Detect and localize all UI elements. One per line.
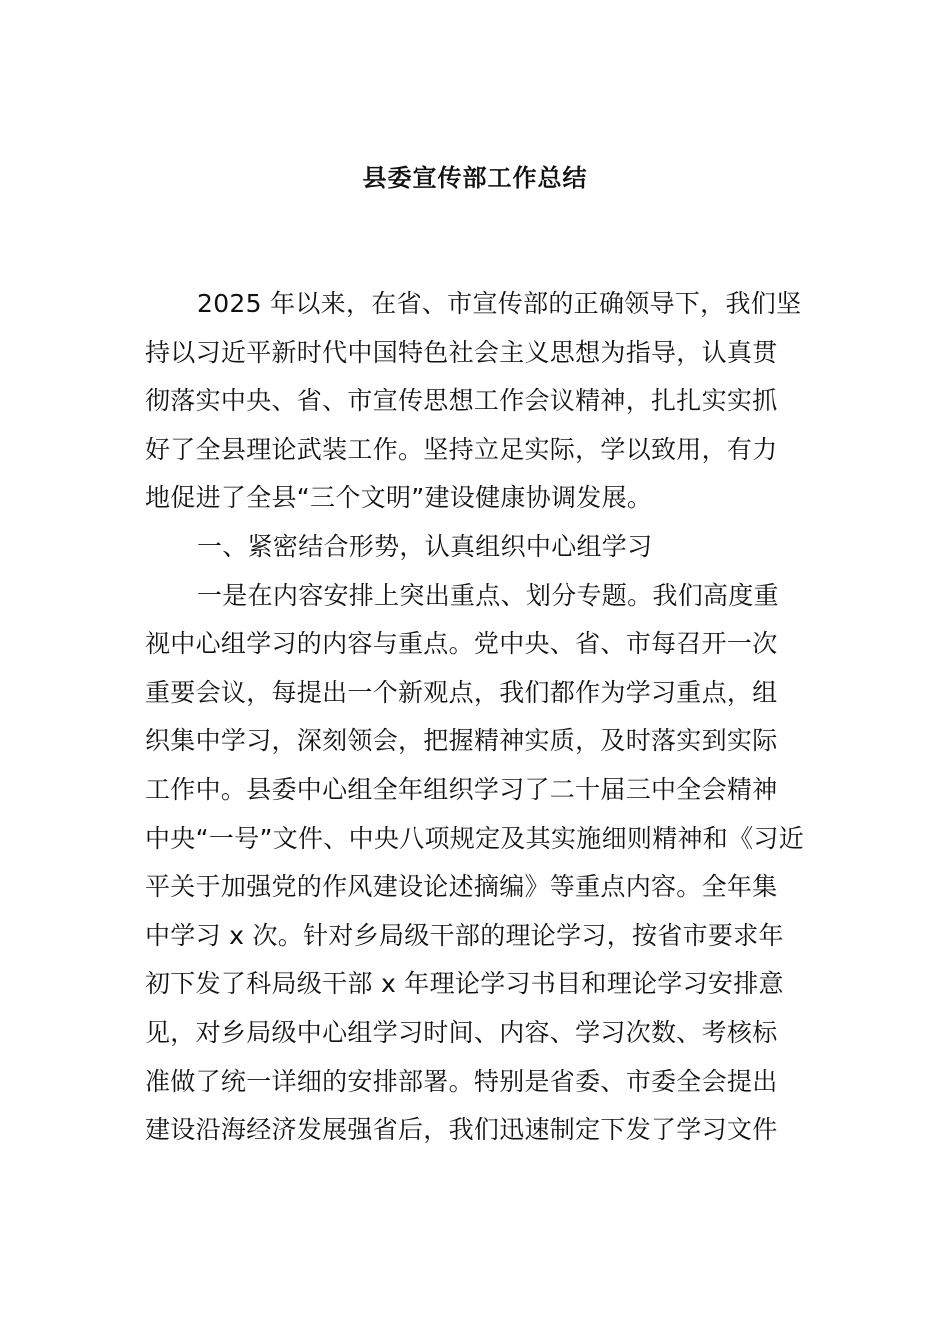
document-body (145, 280, 807, 1155)
paragraph-line: 重要会议，每提出一个新观点，我们都作为学习重点，组 (145, 677, 778, 707)
paragraph-line: 织集中学习，深刻领会，把握精神实质，及时落实到实际 (145, 726, 778, 756)
paragraph-line: 2025 年以来，在省、市宣传部的正确领导下，我们坚 (197, 289, 802, 318)
paragraph-line: 中央“一号”文件、中央八项规定及其实施细则精神和《习近 (145, 823, 805, 853)
paragraph-line: 平关于加强党的作风建设论述摘编》等重点内容。全年集 (145, 872, 778, 902)
section-heading: 一、紧密结合形势，认真组织中心组学习 (197, 531, 653, 561)
paragraph-line: 彻落实中央、省、市宣传思想工作会议精神，扎扎实实抓 (145, 386, 778, 416)
paragraph-line: 地促进了全县“三个文明”建设健康协调发展。 (145, 483, 653, 513)
paragraph-line: 建设沿海经济发展强省后，我们迅速制定下发了学习文件 (145, 1115, 778, 1145)
paragraph-line: 准做了统一详细的安排部署。特别是省委、市委全会提出 (145, 1066, 778, 1096)
paragraph-line: 好了全县理论武装工作。坚持立足实际，学以致用，有力 (145, 434, 778, 464)
paragraph-line: 视中心组学习的内容与重点。党中央、省、市每召开一次 (145, 629, 778, 659)
paragraph-line: 初下发了科局级干部 x 年理论学习书目和理论学习安排意 (145, 969, 784, 999)
paragraph-line: 一是在内容安排上突出重点、划分专题。我们高度重 (197, 580, 779, 610)
paragraph-line: 见，对乡局级中心组学习时间、内容、学习次数、考核标 (145, 1017, 778, 1047)
paragraph-line: 持以习近平新时代中国特色社会主义思想为指导，认真贯 (145, 337, 778, 367)
document-title: 县委宣传部工作总结 (362, 164, 588, 192)
paragraph-line: 中学习 x 次。针对乡局级干部的理论学习，按省市要求年 (145, 920, 784, 950)
paragraph-line: 工作中。县委中心组全年组织学习了二十届三中全会精神 (145, 774, 778, 804)
